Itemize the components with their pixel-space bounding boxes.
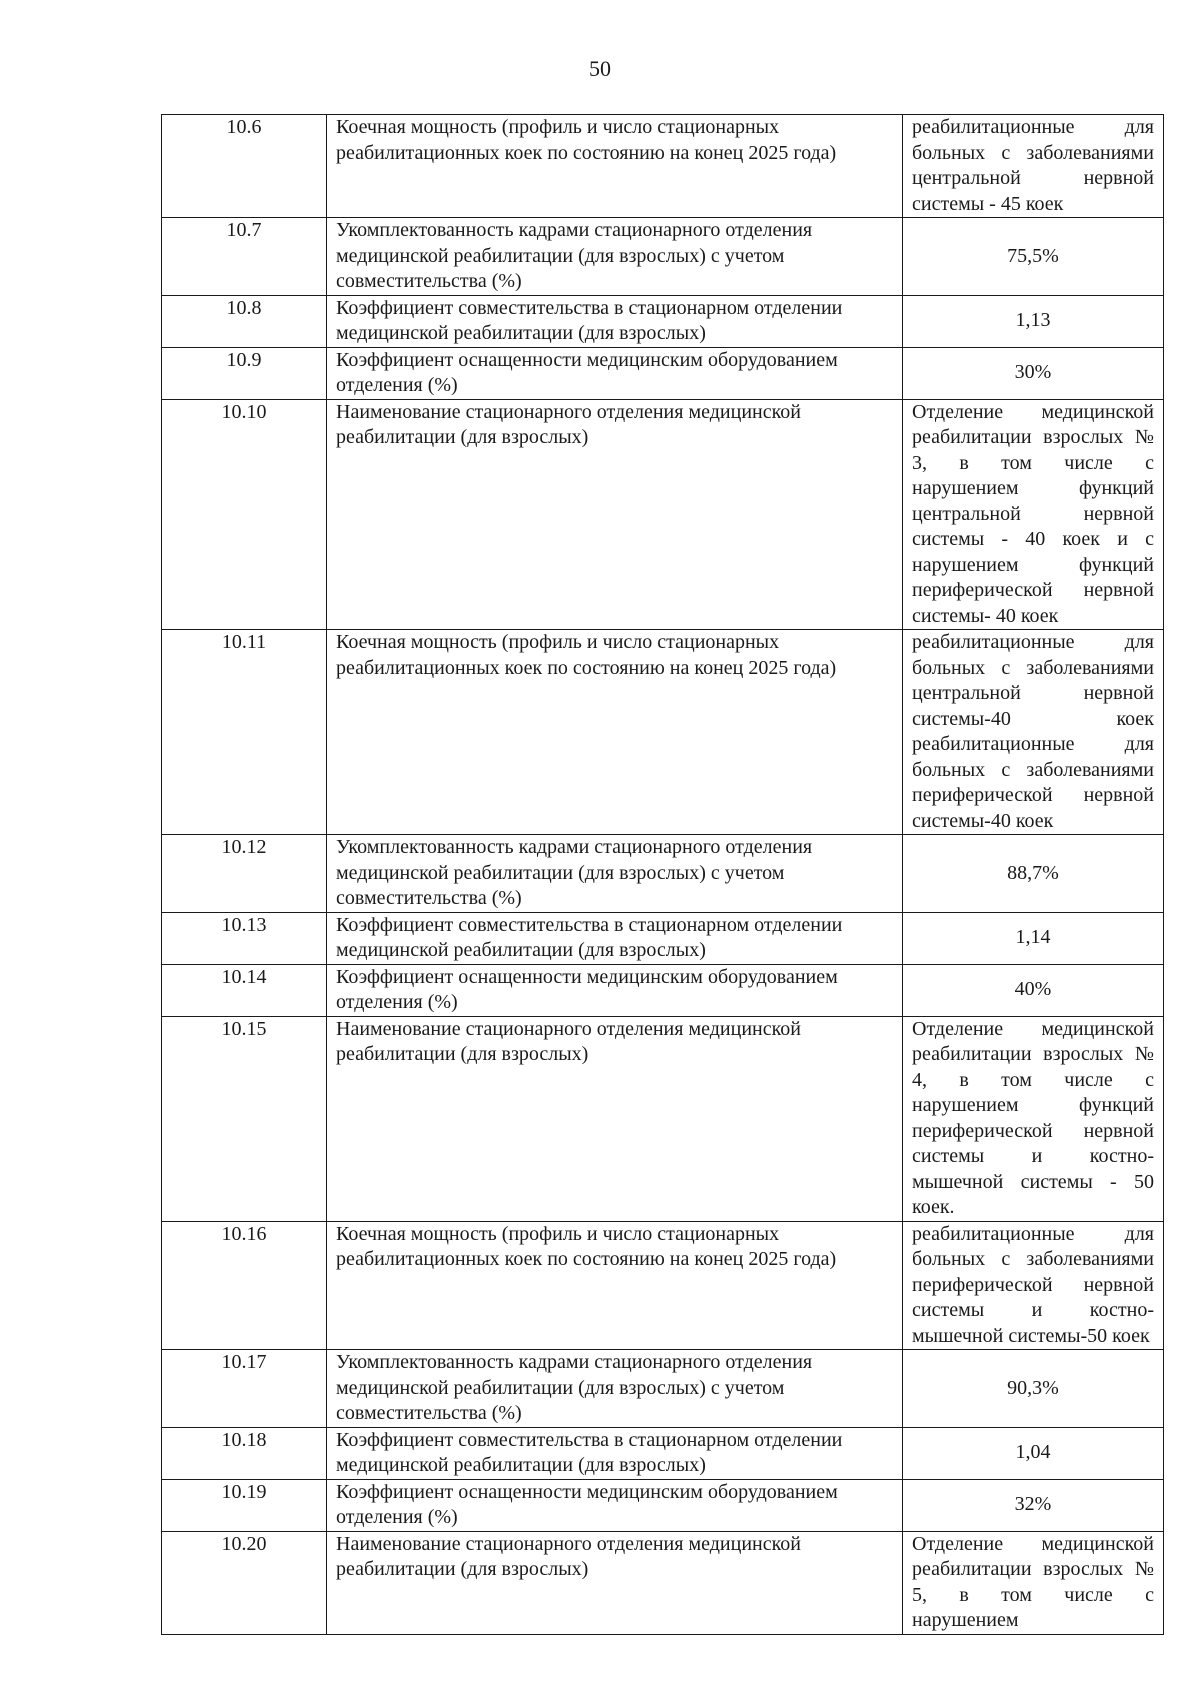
indicator-name: Наименование стационарного отделения медицинской реабилитации (для взрослых) [327, 1016, 903, 1221]
table-row [162, 295, 1164, 347]
row-number: 10.9 [162, 347, 327, 399]
indicator-value: 1,04 [903, 1427, 1164, 1479]
indicator-value: 40% [903, 964, 1164, 1016]
indicator-value: Отделение медицинской реабилитации взрослых № 3, в том числе с нарушением функций центральной нервной системы - 40 коек и с нарушением функций периферической нервной системы- 40 коек [903, 399, 1164, 630]
table-row [162, 1427, 1164, 1479]
indicator-value: 75,5% [903, 218, 1164, 296]
row-number: 10.16 [162, 1221, 327, 1350]
row-number: 10.12 [162, 835, 327, 913]
row-number: 10.11 [162, 630, 327, 835]
row-number: 10.17 [162, 1350, 327, 1428]
indicator-value: 90,3% [903, 1350, 1164, 1428]
indicator-name: Коечная мощность (профиль и число стационарных реабилитационных коек по состоянию на конец 2025 года) [327, 115, 903, 218]
table-row [162, 115, 1164, 218]
indicator-name: Укомплектованность кадрами стационарного отделения медицинской реабилитации (для взрослых) с учетом совместительства (%) [327, 1350, 903, 1428]
row-number: 10.20 [162, 1531, 327, 1634]
indicators-table [161, 114, 1164, 1635]
indicator-value: реабилитационные для больных с заболеваниями периферической нервной системы и костно-мышечной системы-50 коек [903, 1221, 1164, 1350]
table-row [162, 1479, 1164, 1531]
page-number: 50 [589, 56, 611, 81]
indicator-name: Укомплектованность кадрами стационарного отделения медицинской реабилитации (для взрослых) с учетом совместительства (%) [327, 835, 903, 913]
row-number: 10.10 [162, 399, 327, 630]
indicator-name: Укомплектованность кадрами стационарного отделения медицинской реабилитации (для взрослых) с учетом совместительства (%) [327, 218, 903, 296]
indicator-name: Коечная мощность (профиль и число стационарных реабилитационных коек по состоянию на конец 2025 года) [327, 1221, 903, 1350]
indicator-name: Коэффициент оснащенности медицинским оборудованием отделения (%) [327, 964, 903, 1016]
table-row [162, 912, 1164, 964]
indicator-name: Коэффициент совместительства в стационарном отделении медицинской реабилитации (для взрослых) [327, 1427, 903, 1479]
table-row [162, 630, 1164, 835]
row-number: 10.8 [162, 295, 327, 347]
indicator-value: Отделение медицинской реабилитации взрослых № 4, в том числе с нарушением функций периферической нервной системы и костно-мышечной системы - 50 коек. [903, 1016, 1164, 1221]
row-number: 10.15 [162, 1016, 327, 1221]
row-number: 10.19 [162, 1479, 327, 1531]
row-number: 10.6 [162, 115, 327, 218]
row-number: 10.18 [162, 1427, 327, 1479]
table-row [162, 399, 1164, 630]
indicator-name: Коэффициент совместительства в стационарном отделении медицинской реабилитации (для взрослых) [327, 295, 903, 347]
indicator-name: Наименование стационарного отделения медицинской реабилитации (для взрослых) [327, 399, 903, 630]
indicator-value: 30% [903, 347, 1164, 399]
indicator-value: 1,13 [903, 295, 1164, 347]
table-row [162, 347, 1164, 399]
indicator-name: Коэффициент совместительства в стационарном отделении медицинской реабилитации (для взрослых) [327, 912, 903, 964]
indicator-name: Коэффициент оснащенности медицинским оборудованием отделения (%) [327, 347, 903, 399]
table-row [162, 1016, 1164, 1221]
indicator-name: Коечная мощность (профиль и число стационарных реабилитационных коек по состоянию на конец 2025 года) [327, 630, 903, 835]
indicator-name: Коэффициент оснащенности медицинским оборудованием отделения (%) [327, 1479, 903, 1531]
indicator-value: реабилитационные для больных с заболеваниями центральной нервной системы - 45 коек [903, 115, 1164, 218]
indicator-value: реабилитационные для больных с заболеваниями центральной нервной системы-40 коек реабилитационные для больных с заболеваниями периферической нервной системы-40 коек [903, 630, 1164, 835]
indicator-name: Наименование стационарного отделения медицинской реабилитации (для взрослых) [327, 1531, 903, 1634]
indicator-value: Отделение медицинской реабилитации взрослых № 5, в том числе с нарушением [903, 1531, 1164, 1634]
indicator-value: 1,14 [903, 912, 1164, 964]
table-row [162, 1531, 1164, 1634]
indicator-value: 88,7% [903, 835, 1164, 913]
table-row [162, 1350, 1164, 1428]
row-number: 10.7 [162, 218, 327, 296]
indicator-value: 32% [903, 1479, 1164, 1531]
table-row [162, 835, 1164, 913]
table-row [162, 218, 1164, 296]
table-row [162, 964, 1164, 1016]
table-row [162, 1221, 1164, 1350]
row-number: 10.14 [162, 964, 327, 1016]
row-number: 10.13 [162, 912, 327, 964]
